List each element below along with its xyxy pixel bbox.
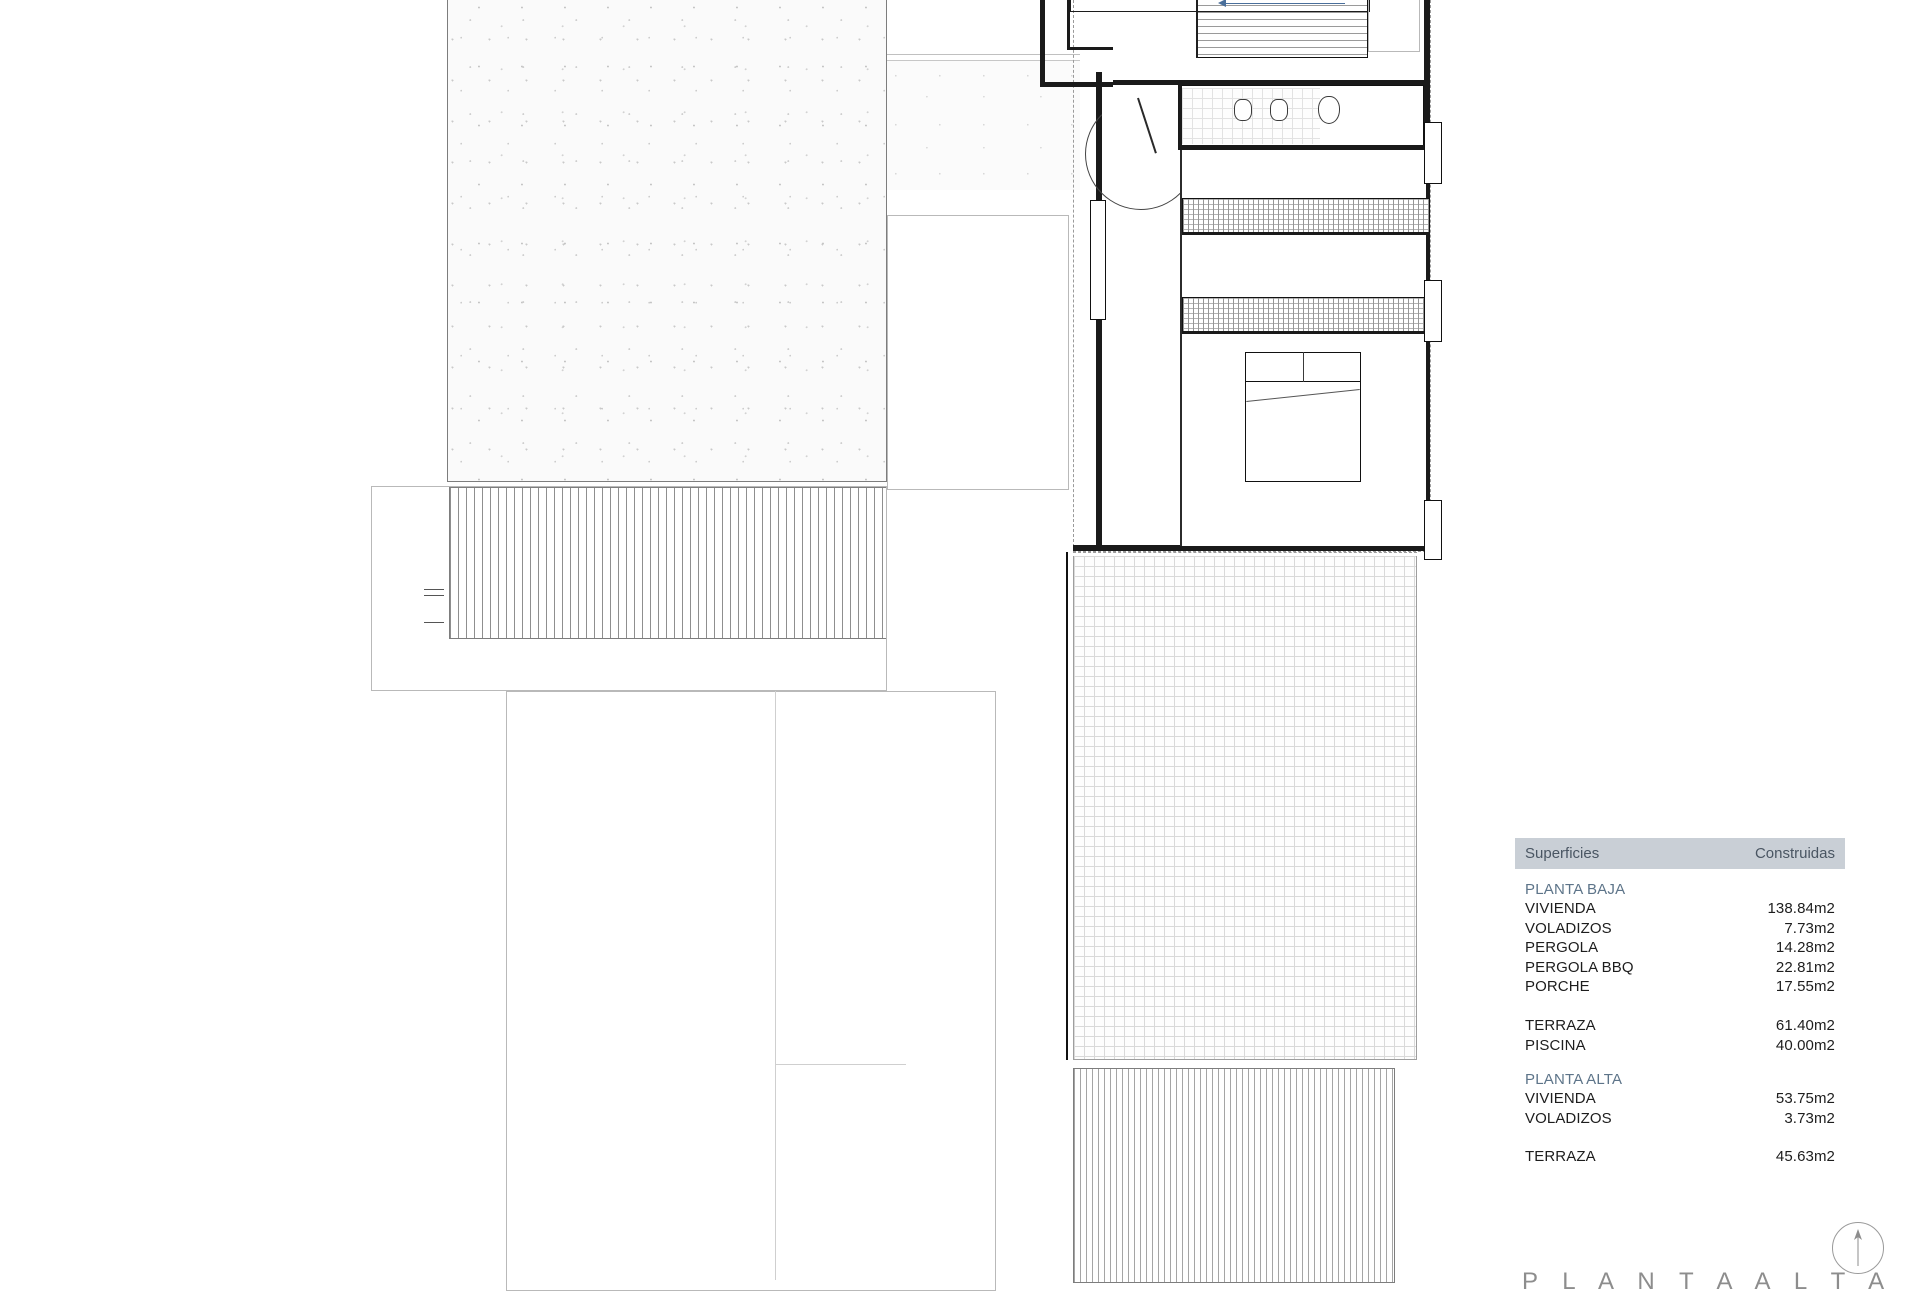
window-left xyxy=(1090,200,1106,320)
plot-divider-vertical xyxy=(775,691,776,1064)
row-value: 61.40m2 xyxy=(1775,1016,1835,1034)
row-value: 40.00m2 xyxy=(1775,1036,1835,1054)
terrace-tiles xyxy=(1073,556,1417,1060)
stair-void xyxy=(1368,0,1420,52)
group-title-planta-alta: PLANTA ALTA xyxy=(1525,1071,1623,1089)
table-row xyxy=(1525,958,1835,978)
row-label: PERGOLA BBQ xyxy=(1525,958,1634,976)
table-row xyxy=(1525,977,1835,997)
row-label: VOLADIZOS xyxy=(1525,919,1612,937)
swimming-pool xyxy=(447,0,887,482)
table-row xyxy=(1525,1036,1835,1056)
row-value: 3.73m2 xyxy=(1784,1109,1835,1127)
table-row xyxy=(1525,899,1835,919)
row-value: 7.73m2 xyxy=(1784,919,1835,937)
row-label: VIVIENDA xyxy=(1525,900,1596,917)
table-row xyxy=(1525,938,1835,958)
plot-outline-lower-left xyxy=(506,691,996,1291)
lower-deck-slats xyxy=(1073,1068,1395,1283)
table-row xyxy=(1525,1089,1835,1109)
wardrobe-lower xyxy=(1182,297,1430,333)
surfaces-header-right: Construidas xyxy=(1754,845,1835,862)
row-value: 22.81m2 xyxy=(1775,958,1835,976)
terrace-upper-edge xyxy=(1073,552,1417,553)
row-label: PISCINA xyxy=(1525,1036,1586,1054)
toilet xyxy=(1318,96,1340,124)
surfaces-header-left: Superficies xyxy=(1525,845,1600,862)
row-label: PORCHE xyxy=(1525,978,1590,996)
stair-enclosure-left-wall xyxy=(1040,0,1045,87)
row-value: 17.55m2 xyxy=(1775,978,1835,996)
row-label: VOLADIZOS xyxy=(1525,1109,1612,1127)
stair-arrow-head xyxy=(1218,0,1226,7)
row-label: TERRAZA xyxy=(1525,1148,1596,1166)
pool-surround-outline xyxy=(371,486,887,691)
row-value: 45.63m2 xyxy=(1775,1148,1835,1166)
surfaces-table-header xyxy=(1515,838,1845,869)
table-row xyxy=(1525,1109,1835,1129)
terrace-left-wall xyxy=(1066,552,1068,1060)
row-label: TERRAZA xyxy=(1525,1016,1596,1034)
stair-enclosure-step xyxy=(1067,47,1113,50)
row-value: 53.75m2 xyxy=(1775,1090,1835,1108)
table-spacer xyxy=(1525,997,1835,1016)
pool-side-rectangle xyxy=(887,215,1069,490)
window-right-lower xyxy=(1424,500,1442,560)
wardrobe-upper-front xyxy=(1182,232,1430,235)
wardrobe-lower-front xyxy=(1182,331,1430,334)
plot-step-vertical xyxy=(775,1064,776,1280)
stair-enclosure-bottom-wall xyxy=(1040,82,1113,87)
bed-pillow-divider xyxy=(1303,352,1304,382)
bedroom-left-partition xyxy=(1180,150,1182,546)
table-row xyxy=(1525,1147,1835,1167)
surfaces-table-body xyxy=(1515,869,1845,1167)
north-arrow-icon xyxy=(1832,1222,1884,1274)
surfaces-table xyxy=(1515,838,1845,1167)
wardrobe-upper xyxy=(1182,198,1430,234)
washbasin-right xyxy=(1270,99,1288,121)
washbasin-left xyxy=(1234,99,1252,121)
row-value: 138.84m2 xyxy=(1767,900,1835,917)
plot-divider-horizontal xyxy=(775,1064,906,1065)
table-spacer xyxy=(1525,1055,1835,1065)
row-value: 14.28m2 xyxy=(1775,939,1835,957)
group-title-planta-baja: PLANTA BAJA xyxy=(1525,881,1626,898)
upper-paved-area xyxy=(887,60,1080,190)
row-label: VIVIENDA xyxy=(1525,1090,1596,1108)
stair-arrow-line xyxy=(1225,3,1345,4)
upper-paved-divider xyxy=(887,54,1080,55)
table-row xyxy=(1525,1016,1835,1036)
window-right-upper xyxy=(1424,122,1442,184)
row-label: PERGOLA xyxy=(1525,939,1599,957)
window-right-middle xyxy=(1424,280,1442,342)
table-row xyxy=(1525,919,1835,939)
page-title: P L A N T A A L T A xyxy=(1522,1268,1894,1295)
staircase-handrail xyxy=(1196,0,1198,58)
table-spacer xyxy=(1525,1128,1835,1147)
